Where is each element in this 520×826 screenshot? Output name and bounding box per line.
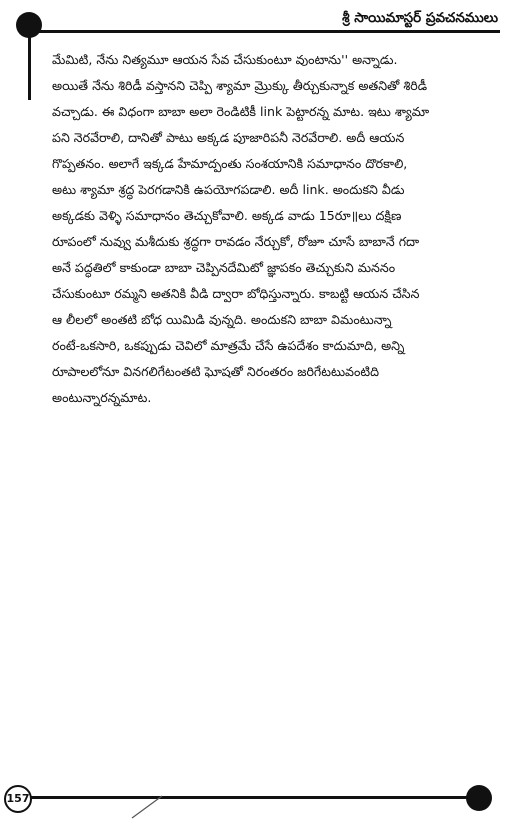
margin-rule	[28, 30, 31, 100]
footer-rule	[20, 796, 482, 799]
text-line: పని నెరవేరాలి, దానితో పాటు అక్కడ పూజారిపనీ నెరవేరాలి. అదీ ఆయన	[52, 130, 405, 145]
text-line: రూపంలో నువ్వు మశీదుకు శ్రద్ధగా రావడం నేర్చుకో, రోజూ చూసే బాబానే గదా	[52, 234, 420, 249]
text-line: రూపాలలోనూ వినగలిగేటంతటి ఘోషతో నిరంతరం జరిగేటటువంటిది	[52, 364, 380, 379]
text-line: అటు శ్యామా శ్రద్ధ పెరగడానికి ఉపయోగపడాలి. అదీ link. అందుకని వీడు	[52, 182, 405, 197]
text-line: రంటే-ఒకసారి, ఒకప్పుడు చెవిలో మాత్రమే చేసే ఉపదేశం కాదుమాది, అన్ని	[52, 338, 405, 353]
page-number-badge: 157	[4, 785, 32, 813]
text-line: గొప్పతనం. అలాగే ఇక్కడ హేమాద్పంతు సంశయానికి సమాధానం దొరకాలి,	[52, 156, 408, 171]
text-line: అంటున్నారన్నమాట.	[52, 390, 152, 405]
text-line: అక్కడకు వెళ్ళి సమాధానం తెచ్చుకోవాలి. అక్కడ వాడు 15రూ॥లు దక్షిణ	[52, 208, 402, 223]
text-line: మేమిటి, నేను నిత్యమూ ఆయన సేవ చేసుకుంటూ వుంటాను'' అన్నాడు.	[52, 52, 398, 67]
text-line: అయితే నేను శిరిడీ వస్తానని చెప్పి శ్యామా మ్రొక్కు తీర్చుకున్నాక అతనితో శిరిడీ	[52, 78, 428, 93]
pencil-mark-icon	[128, 792, 168, 822]
running-header-title: శ్రీ సాయిమాస్టర్ ప్రవచనములు	[342, 10, 498, 26]
text-line: చేసుకుంటూ రమ్మని అతనికి వీడి ద్వారా బోధిస్తున్నారు. కాబట్టి ఆయన చేసిన	[52, 286, 420, 301]
footer-bullet-dot	[466, 785, 492, 811]
text-line: వచ్చాడు. ఈ విధంగా బాబా అలా రెండిటికీ link పెట్టారన్న మాట. ఇటు శ్యామా	[52, 104, 430, 119]
text-line: అనే పద్ధతిలో కాకుండా బాబా చెప్పినదేమిటో జ్ఞాపకం తెచ్చుకుని మననం	[52, 260, 396, 275]
header-rule	[26, 30, 500, 33]
body-paragraph	[52, 47, 492, 411]
text-line: ఆ లీలలో అంతటి బోధ యిమిడి వున్నది. అందుకని బాబా విమంటున్నా	[52, 312, 392, 327]
